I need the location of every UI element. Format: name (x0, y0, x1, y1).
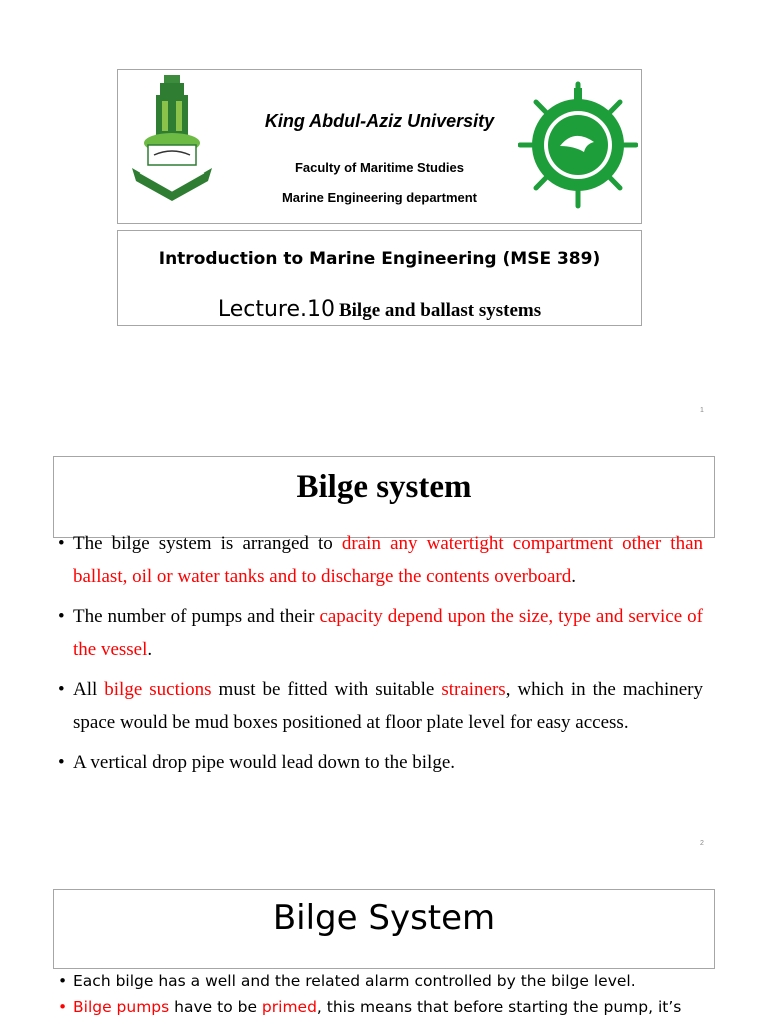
highlight-text: bilge suctions (104, 679, 212, 700)
university-name: King Abdul-Aziz University (264, 111, 495, 131)
bullet-text: , this means that before starting the pump, it’s (316, 998, 682, 1016)
bullet-text: All (73, 679, 105, 700)
bullet-text: A vertical drop pipe would lead down to the bilge. (73, 752, 456, 773)
university-crest-logo (126, 73, 218, 203)
bullet-list (58, 968, 706, 1020)
lecture-number: Lecture.10 (217, 297, 335, 322)
bullet-text: . (571, 565, 576, 587)
bullet-text: must be fitted with suitable (211, 679, 442, 700)
page-number: 2 (700, 840, 704, 847)
bullet-icon: • (58, 533, 65, 554)
highlight-text: capacity depend upon the size, type and service of the vessel (73, 606, 703, 660)
slide-title: Bilge system (296, 469, 472, 505)
list-item (58, 528, 703, 593)
maritime-wheel-logo (518, 78, 638, 213)
slide-title-box (53, 889, 715, 969)
highlight-text: strainers (441, 679, 506, 700)
list-item (58, 674, 703, 739)
slide-title: Bilge System (272, 898, 496, 938)
list-item (58, 994, 706, 1020)
highlight-text: drain any watertight compartment other than ballast, oil or water tanks and to discharge the contents overboard (73, 533, 703, 587)
course-title: Introduction to Marine Engineering (MSE 389) (158, 249, 601, 269)
list-item (58, 747, 703, 780)
highlight-text: Bilge pumps (73, 998, 170, 1016)
university-header-box (117, 69, 642, 224)
bullet-text: The number of pumps and their (73, 606, 320, 627)
lecture-title: Bilge and ballast systems (338, 300, 542, 321)
highlight-text: primed (261, 998, 317, 1016)
page-number: 1 (700, 407, 704, 414)
bullet-icon: • (58, 998, 68, 1016)
course-title-box (117, 230, 642, 326)
slide-title-box (53, 456, 715, 538)
list-item (58, 968, 706, 994)
bullet-icon: • (58, 752, 65, 773)
bullet-icon: • (58, 679, 65, 700)
department-name: Marine Engineering department (281, 190, 478, 205)
bullet-icon: • (58, 606, 65, 627)
bullet-text: Each bilge has a well and the related alarm controlled by the bilge level. (73, 972, 636, 990)
bullet-text: , which in the machinery space would be mud boxes positioned at floor plate level for easy access. (73, 679, 704, 733)
lecture-heading (118, 297, 641, 322)
bullet-icon: • (58, 972, 68, 990)
faculty-name: Faculty of Maritime Studies (294, 160, 465, 175)
bullet-text: have to be (169, 998, 262, 1016)
list-item (58, 601, 703, 666)
bullet-text: . (147, 638, 153, 660)
bullet-text: The bilge system is arranged to (73, 533, 342, 554)
bullet-list (58, 528, 703, 788)
